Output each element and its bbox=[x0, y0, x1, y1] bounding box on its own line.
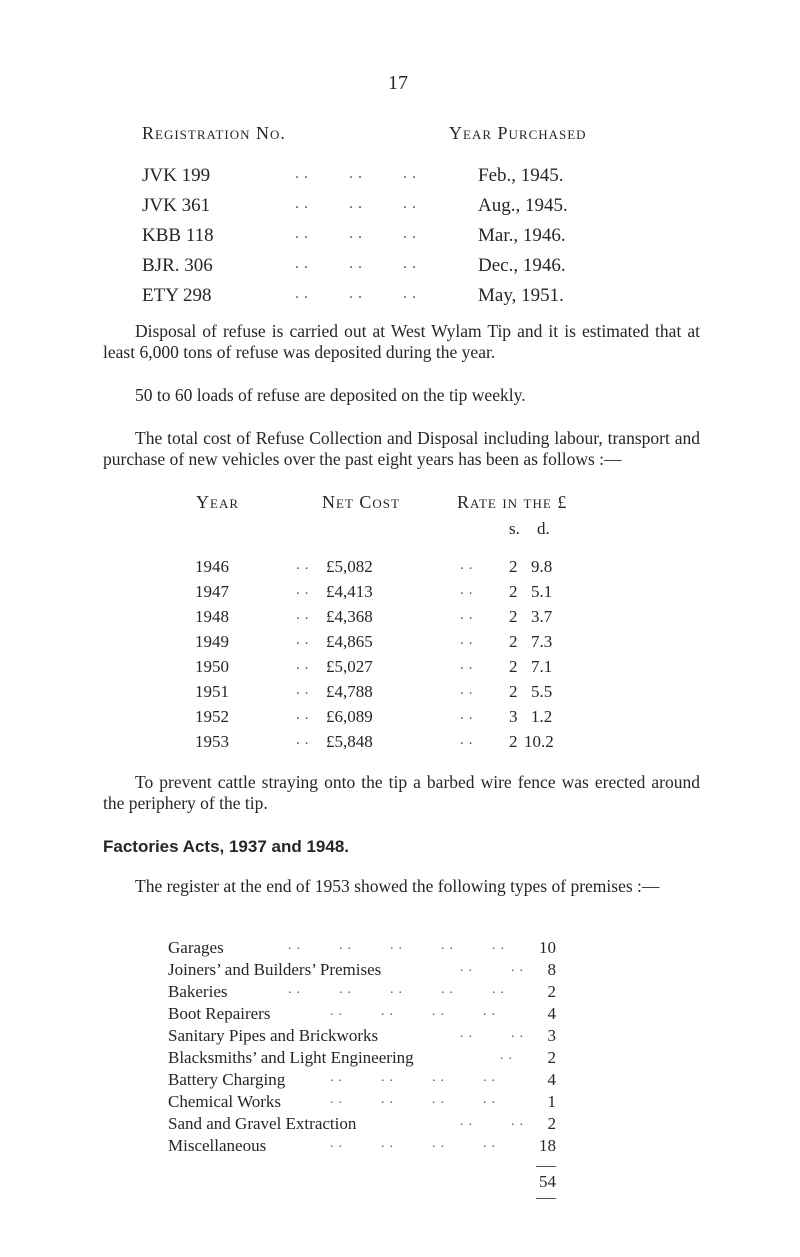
leader-dots: .. bbox=[296, 682, 314, 698]
leader-dots: .. .. .. bbox=[295, 195, 421, 212]
premises-count: 1 bbox=[547, 1092, 556, 1111]
vehicle-reg: KBB 118 bbox=[142, 225, 214, 246]
leader-dots: .. .. .. .. .. bbox=[288, 938, 509, 953]
rate-pence: 3.7 bbox=[531, 607, 553, 626]
leader-dots: .. bbox=[460, 682, 478, 698]
leader-dots: .. bbox=[460, 632, 478, 648]
cost-year: 1948 bbox=[195, 607, 229, 626]
registration-header: Registration No. bbox=[142, 123, 286, 143]
premises-type: Boot Repairers bbox=[168, 1004, 271, 1023]
vehicle-reg: JVK 361 bbox=[142, 195, 211, 216]
premises-type: Sand and Gravel Extraction bbox=[168, 1114, 357, 1133]
premises-count: 18 bbox=[539, 1136, 556, 1155]
premises-type: Garages bbox=[168, 938, 224, 957]
leader-dots: .. .. .. bbox=[295, 225, 421, 242]
page-number: 17 bbox=[388, 72, 408, 94]
leader-dots: .. .. bbox=[460, 960, 528, 975]
net-cost: £5,848 bbox=[326, 732, 373, 751]
rate-shillings: 2 bbox=[509, 682, 518, 701]
year-purchased-header: Year Purchased bbox=[449, 123, 587, 143]
rate-pence: 10.2 bbox=[524, 732, 554, 751]
leader-dots: .. bbox=[296, 582, 314, 598]
vehicle-reg: ETY 298 bbox=[142, 285, 212, 306]
leader-dots: .. .. .. .. .. bbox=[288, 982, 509, 997]
premises-type: Blacksmiths’ and Light Engineering bbox=[168, 1048, 414, 1067]
leader-dots: .. .. .. .. bbox=[330, 1092, 500, 1107]
disposal-paragraph: Disposal of refuse is carried out at West Wylam Tip and it is estimated that at least 6,000 tons of refuse was deposited during the year. bbox=[103, 321, 700, 362]
total-rule bbox=[536, 1166, 556, 1167]
leader-dots: .. bbox=[460, 582, 478, 598]
premises-type: Sanitary Pipes and Brickworks bbox=[168, 1026, 379, 1045]
rate-shillings: 2 bbox=[509, 557, 518, 576]
leader-dots: .. bbox=[296, 732, 314, 748]
vehicle-date: Mar., 1946. bbox=[478, 225, 566, 246]
leader-dots: .. .. .. bbox=[295, 255, 421, 272]
rate-pence: 1.2 bbox=[531, 707, 553, 726]
premises-count: 2 bbox=[547, 1048, 556, 1067]
leader-dots: .. bbox=[296, 657, 314, 673]
year-header: Year bbox=[196, 492, 239, 512]
net-cost-header: Net Cost bbox=[322, 492, 400, 512]
vehicle-date: May, 1951. bbox=[478, 285, 564, 306]
vehicle-date: Feb., 1945. bbox=[478, 165, 564, 186]
premises-count: 8 bbox=[547, 960, 556, 979]
vehicle-reg: JVK 199 bbox=[142, 165, 211, 186]
leader-dots: .. bbox=[296, 607, 314, 623]
leader-dots: .. .. .. bbox=[295, 165, 421, 182]
leader-dots: .. bbox=[296, 707, 314, 723]
cost-year: 1950 bbox=[195, 657, 229, 676]
leader-dots: .. .. .. .. bbox=[330, 1070, 500, 1085]
cost-year: 1952 bbox=[195, 707, 229, 726]
rate-shillings: 2 bbox=[509, 657, 518, 676]
premises-total: 54 bbox=[539, 1172, 556, 1191]
leader-dots: .. .. .. .. bbox=[330, 1136, 500, 1151]
leader-dots: .. bbox=[460, 732, 478, 748]
premises-count: 2 bbox=[547, 982, 556, 1001]
rate-pence: 7.3 bbox=[531, 632, 553, 651]
vehicle-date: Aug., 1945. bbox=[478, 195, 568, 216]
rate-shillings: 2 bbox=[509, 607, 518, 626]
rate-shillings: 2 bbox=[509, 732, 518, 751]
vehicle-date: Dec., 1946. bbox=[478, 255, 566, 276]
leader-dots: .. .. bbox=[460, 1114, 528, 1129]
premises-type: Joiners’ and Builders’ Premises bbox=[168, 960, 382, 979]
premises-type: Bakeries bbox=[168, 982, 228, 1001]
loads-paragraph: 50 to 60 loads of refuse are deposited on the tip weekly. bbox=[135, 385, 526, 405]
vehicle-reg: BJR. 306 bbox=[142, 255, 213, 276]
shillings-subheader: s. bbox=[509, 519, 520, 538]
premises-count: 4 bbox=[547, 1004, 556, 1023]
premises-type: Miscellaneous bbox=[168, 1136, 267, 1155]
net-cost: £5,027 bbox=[326, 657, 373, 676]
rate-shillings: 3 bbox=[509, 707, 518, 726]
net-cost: £6,089 bbox=[326, 707, 373, 726]
cost-year: 1951 bbox=[195, 682, 229, 701]
net-cost: £4,368 bbox=[326, 607, 373, 626]
pence-subheader: d. bbox=[537, 519, 550, 538]
net-cost: £4,865 bbox=[326, 632, 373, 651]
premises-count: 10 bbox=[539, 938, 556, 957]
premises-count: 2 bbox=[547, 1114, 556, 1133]
leader-dots: .. .. bbox=[460, 1026, 528, 1041]
rate-pence: 7.1 bbox=[531, 657, 553, 676]
register-paragraph: The register at the end of 1953 showed the following types of premises :— bbox=[135, 876, 660, 896]
rate-shillings: 2 bbox=[509, 632, 518, 651]
cost-year: 1949 bbox=[195, 632, 229, 651]
leader-dots: .. .. .. bbox=[295, 285, 421, 302]
total-underline bbox=[536, 1198, 556, 1199]
cost-year: 1946 bbox=[195, 557, 229, 576]
rate-header: Rate in the £ bbox=[457, 492, 568, 512]
rate-pence: 9.8 bbox=[531, 557, 553, 576]
rate-pence: 5.1 bbox=[531, 582, 553, 601]
rate-shillings: 2 bbox=[509, 582, 518, 601]
cost-year: 1947 bbox=[195, 582, 229, 601]
premises-count: 4 bbox=[547, 1070, 556, 1089]
leader-dots: .. bbox=[460, 657, 478, 673]
net-cost: £5,082 bbox=[326, 557, 373, 576]
leader-dots: .. bbox=[460, 707, 478, 723]
factories-heading: Factories Acts, 1937 and 1948. bbox=[103, 837, 350, 856]
leader-dots: .. bbox=[460, 557, 478, 573]
cost-paragraph: The total cost of Refuse Collection and Disposal including labour, transport and purchase of new vehicles over the past eight years has been as follows :— bbox=[103, 428, 700, 469]
cattle-paragraph: To prevent cattle straying onto the tip a barbed wire fence was erected around the periphery of the tip. bbox=[103, 772, 700, 813]
net-cost: £4,788 bbox=[326, 682, 373, 701]
premises-count: 3 bbox=[547, 1026, 556, 1045]
leader-dots: .. bbox=[296, 632, 314, 648]
leader-dots: .. bbox=[500, 1048, 517, 1063]
premises-type: Chemical Works bbox=[168, 1092, 282, 1111]
premises-type: Battery Charging bbox=[168, 1070, 286, 1089]
leader-dots: .. bbox=[296, 557, 314, 573]
leader-dots: .. bbox=[460, 607, 478, 623]
cost-year: 1953 bbox=[195, 732, 229, 751]
rate-pence: 5.5 bbox=[531, 682, 553, 701]
net-cost: £4,413 bbox=[326, 582, 373, 601]
leader-dots: .. .. .. .. bbox=[330, 1004, 500, 1019]
